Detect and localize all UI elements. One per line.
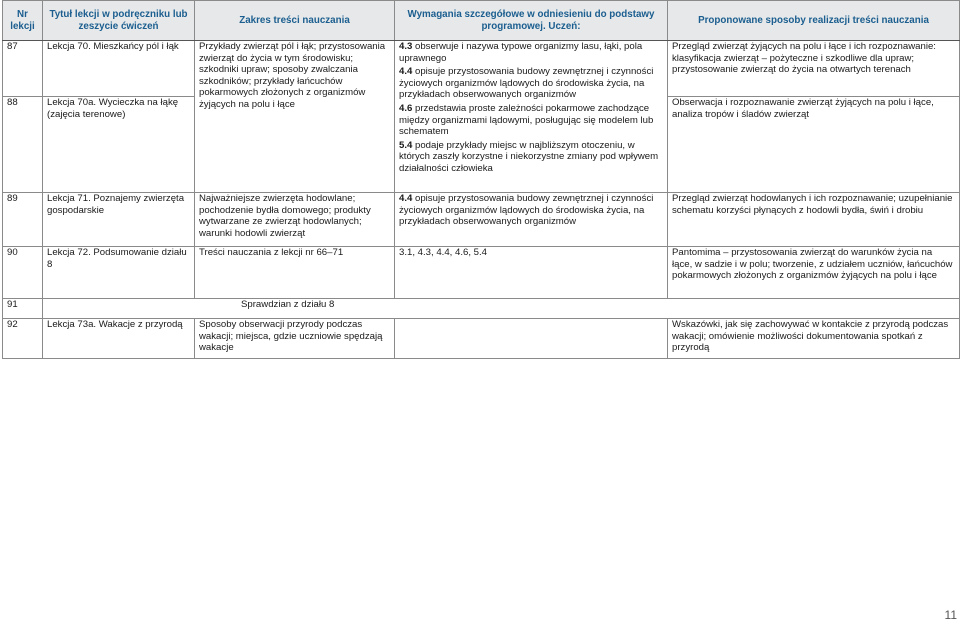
table-header-row xyxy=(3,1,960,41)
requirement-item: 5.4 podaje przykłady miejsc w najbliższym otoczeniu, w których zaszły korzystne i niekorzystne zmiany pod wpływem działalności człowieka xyxy=(399,139,659,174)
lesson-nr: 90 xyxy=(3,247,43,299)
header-methods: Proponowane sposoby realizacji treści nauczania xyxy=(668,1,960,41)
lesson-nr: 91 xyxy=(3,299,43,319)
header-requirements: Wymagania szczegółowe w odniesieniu do podstawy programowej. Uczeń: xyxy=(395,1,668,41)
lesson-methods: Obserwacja i rozpoznawanie zwierząt żyjących na polu i łące, analiza tropów i śladów zwierząt xyxy=(668,97,960,193)
lesson-requirements: 4.4 opisuje przystosowania budowy zewnętrznej i czynności życiowych organizmów lądowych do środowiska życia, na przykładach obserwowanych organizmów xyxy=(395,193,668,247)
lesson-methods: Wskazówki, jak się zachowywać w kontakcie z przyrodą podczas wakacji; omówienie możliwości dokumentowania spotkań z przyrodą xyxy=(668,319,960,359)
lesson-title: Lekcja 72. Podsumowanie działu 8 xyxy=(43,247,195,299)
page-number: 11 xyxy=(944,608,957,622)
requirement-item: 4.4 opisuje przystosowania budowy zewnętrznej i czynności życiowych organizmów lądowych do środowiska życia, na przykładach obserwowanych organizmów xyxy=(399,66,654,101)
header-title: Tytuł lekcji w podręczniku lub zeszycie ćwiczeń xyxy=(43,1,195,41)
table-row xyxy=(3,247,960,299)
lesson-scope: Sposoby obserwacji przyrody podczas wakacji; miejsca, gdzie uczniowie spędzają wakacje xyxy=(195,319,395,359)
lesson-requirements xyxy=(395,319,668,359)
header-scope: Zakres treści nauczania xyxy=(195,1,395,41)
lesson-methods: Przegląd zwierząt hodowlanych i ich rozpoznawanie; uzupełnianie schematu korzyści płynących z hodowli bydła, świń i drobiu xyxy=(668,193,960,247)
lesson-scope: Najważniejsze zwierzęta hodowlane; pochodzenie bydła domowego; produkty wytwarzane ze zwierząt hodowlanych; warunki hodowli zwierząt xyxy=(195,193,395,247)
lesson-scope: Przykłady zwierząt pól i łąk; przystosowania zwierząt do życia w tym środowisku; szkodniki upraw; sposoby zwalczania szkodników; przykłady łańcuchów pokarmowych złożonych z organizmów żyjących na polu i łące xyxy=(195,41,395,193)
table-row xyxy=(3,319,960,359)
lesson-title: Lekcja 70. Mieszkańcy pól i łąk xyxy=(43,41,195,97)
requirement-item: 4.3 obserwuje i nazywa typowe organizmy lasu, łąki, pola uprawnego xyxy=(399,41,643,64)
lesson-title: Lekcja 71. Poznajemy zwierzęta gospodarskie xyxy=(43,193,195,247)
lesson-nr: 87 xyxy=(3,41,43,97)
table-row xyxy=(3,193,960,247)
table-row xyxy=(3,41,960,97)
lesson-plan-table xyxy=(2,0,960,359)
lesson-nr: 88 xyxy=(3,97,43,193)
lesson-methods: Pantomima – przystosowania zwierząt do warunków życia na łące, w sadzie i w polu; tworzenie, z udziałem uczniów, łańcuchów pokarmowych złożonych z organizmów żyjących na polu i łące xyxy=(668,247,960,299)
lesson-requirements: 3.1, 4.3, 4.4, 4.6, 5.4 xyxy=(395,247,668,299)
lesson-nr: 92 xyxy=(3,319,43,359)
lesson-requirements xyxy=(395,41,668,193)
requirement-item: 4.6 przedstawia proste zależności pokarmowe zachodzące między organizmami lądowymi, posługując się modelem lub schematem xyxy=(399,102,654,138)
table-row xyxy=(3,299,960,319)
header-nr: Nr lekcji xyxy=(3,1,43,41)
lesson-scope: Sprawdzian z działu 8 xyxy=(43,299,960,319)
lesson-methods: Przegląd zwierząt żyjących na polu i łące i ich rozpoznawanie: klasyfikacja zwierząt – pożyteczne i szkodliwe dla upraw; przystosowanie zwierząt do życia na otwartych terenach xyxy=(668,41,960,97)
lesson-title: Lekcja 70a. Wycieczka na łąkę (zajęcia terenowe) xyxy=(43,97,195,193)
lesson-title: Lekcja 73a. Wakacje z przyrodą xyxy=(43,319,195,359)
lesson-nr: 89 xyxy=(3,193,43,247)
lesson-scope: Treści nauczania z lekcji nr 66–71 xyxy=(195,247,395,299)
